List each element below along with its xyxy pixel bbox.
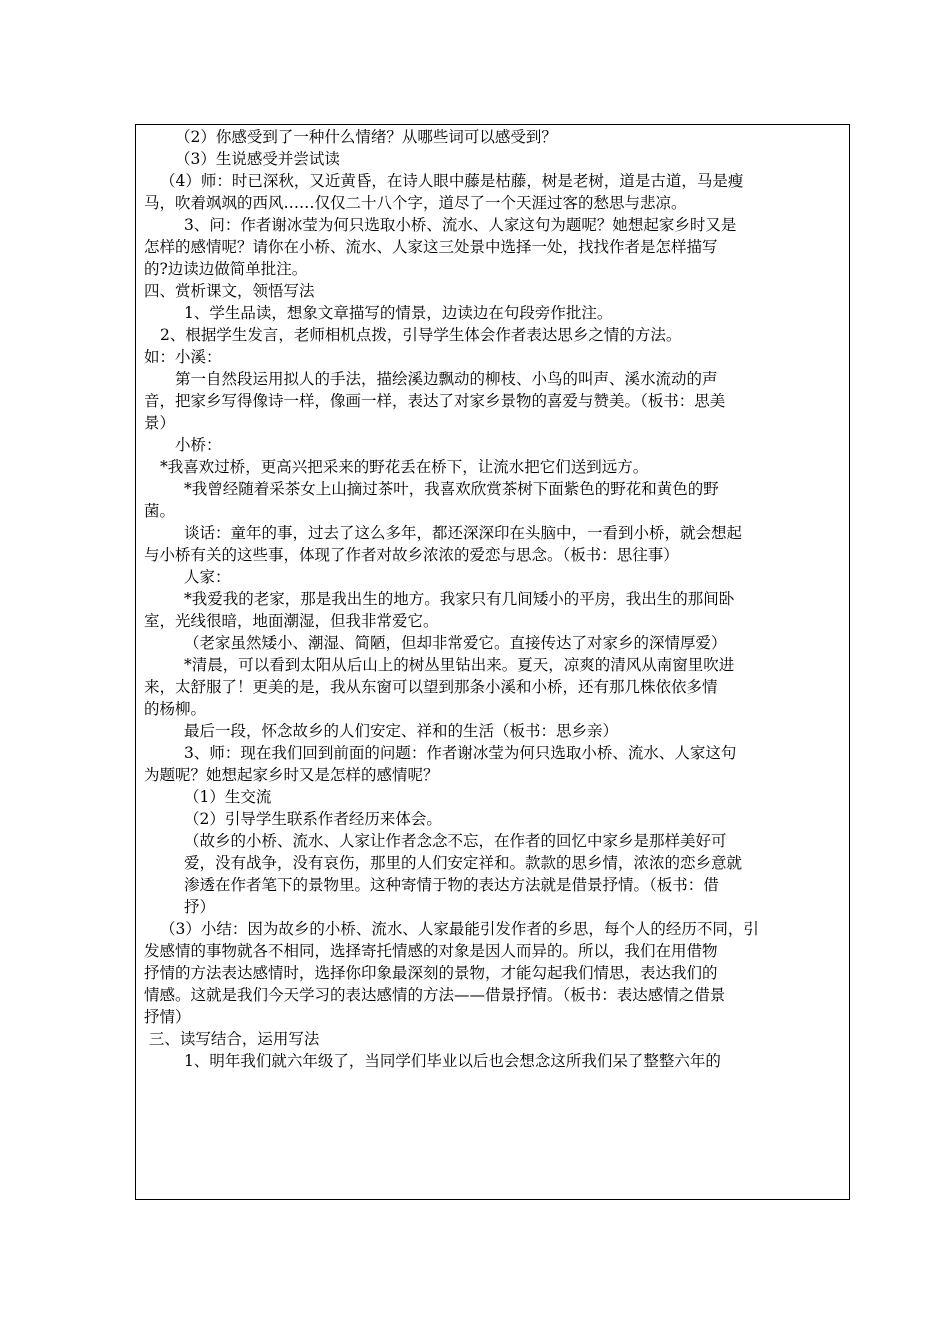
text-line: *我爱我的老家，那是我出生的地方。我家只有几间矮小的平房，我出生的那间卧 xyxy=(184,590,735,608)
text-line: 的?边读边做简单批注。 xyxy=(144,260,308,278)
text-line: *清晨，可以看到太阳从后山上的树丛里钻出来。夏天，凉爽的清风从南窗里吹进 xyxy=(184,656,735,674)
text-line: 三、读写结合，运用写法 xyxy=(144,1030,320,1048)
text-line: 谈话：童年的事，过去了这么多年，都还深深印在头脑中，一看到小桥，就会想起 xyxy=(184,524,743,542)
text-line: 3、师：现在我们回到前面的问题：作者谢冰莹为何只选取小桥、流水、人家这句 xyxy=(184,744,737,762)
text-line: 抒） xyxy=(184,898,216,916)
text-line: 情感。这就是我们今天学习的表达感情的方法——借景抒情。（板书：表达感情之借景 xyxy=(144,986,726,1004)
text-line: 怎样的感情呢？请你在小桥、流水、人家这三处景中选择一处，找找作者是怎样描写 xyxy=(144,238,718,256)
text-line: 爱，没有战争，没有哀伤，那里的人们安定祥和。款款的思乡情，浓浓的恋乡意就 xyxy=(184,854,743,872)
text-line: 渗透在作者笔下的景物里。这种寄情于物的表达方法就是借景抒情。（板书：借 xyxy=(184,876,719,894)
text-line: *我喜欢过桥，更高兴把采来的野花丢在桥下，让流水把它们送到远方。 xyxy=(160,458,649,476)
text-line: （故乡的小桥、流水、人家让作者念念不忘，在作者的回忆中家乡是那样美好可 xyxy=(184,832,727,850)
text-line: 为题呢？她想起家乡时又是怎样的感情呢？ xyxy=(144,766,439,784)
text-line: 小桥： xyxy=(175,436,222,454)
text-line: （4）师：时已深秋，又近黄昏，在诗人眼中藤是枯藤，树是老树，道是古道，马是瘦 xyxy=(160,172,744,190)
text-line: 抒情的方法表达感情时，选择你印象最深刻的景物，才能勾起我们情思，表达我们的 xyxy=(144,964,718,982)
text-line: 菌。 xyxy=(144,502,176,520)
text-line: （2）引导学生联系作者经历来体会。 xyxy=(184,810,442,828)
text-line: 四、赏析课文，领悟写法 xyxy=(144,282,315,300)
text-line: 的杨柳。 xyxy=(144,700,207,718)
text-line: （2）你感受到了一种什么情绪？从哪些词可以感受到？ xyxy=(175,128,557,146)
text-line: （1）生交流 xyxy=(184,788,272,806)
text-line: 1、学生品读，想象文章描写的情景，边读边在句段旁作批注。 xyxy=(184,304,613,322)
text-line: （老家虽然矮小、潮湿、简陋，但却非常爱它。直接传达了对家乡的深情厚爱） xyxy=(184,634,727,652)
text-line: 发感情的事物就各不相同，选择寄托情感的对象是因人而异的。所以，我们在用借物 xyxy=(144,942,718,960)
text-line: 马，吹着飒飒的西风……仅仅二十八个字，道尽了一个天涯过客的愁思与悲凉。 xyxy=(144,194,687,212)
text-line: （3）生说感受并尝试读 xyxy=(175,150,340,168)
text-line: *我曾经随着采茶女上山摘过茶叶，我喜欢欣赏茶树下面紫色的野花和黄色的野 xyxy=(184,480,719,498)
text-line: 最后一段，怀念故乡的人们安定、祥和的生活（板书：思乡亲） xyxy=(184,722,619,740)
lesson-plan-table-cell xyxy=(135,124,850,1200)
text-line: 2、根据学生发言，老师相机点拨，引导学生体会作者表达思乡之情的方法。 xyxy=(160,326,682,344)
text-line: 第一自然段运用拟人的手法，描绘溪边飘动的柳枝、小鸟的叫声、溪水流动的声 xyxy=(175,370,718,388)
text-line: 景） xyxy=(144,414,176,432)
text-line: 室，光线很暗，地面潮湿，但我非常爱它。 xyxy=(144,612,439,630)
text-line: 1、明年我们就六年级了，当同学们毕业以后也会想念这所我们呆了整整六年的 xyxy=(184,1052,721,1070)
text-line: 与小桥有关的这些事，体现了作者对故乡浓浓的爱恋与思念。（板书：思往事） xyxy=(144,546,679,564)
text-line: 音，把家乡写得像诗一样，像画一样，表达了对家乡景物的喜爱与赞美。（板书：思美 xyxy=(144,392,726,410)
text-line: （3）小结：因为故乡的小桥、流水、人家最能引发作者的乡思，每个人的经历不同，引 xyxy=(160,920,759,938)
text-line: 抒情） xyxy=(144,1008,191,1026)
text-line: 来，太舒服了！更美的是，我从东窗可以望到那条小溪和小桥，还有那几株依依多情 xyxy=(144,678,718,696)
text-line: 3、问：作者谢冰莹为何只选取小桥、流水、人家这句为题呢？她想起家乡时又是 xyxy=(184,216,737,234)
text-line: 人家： xyxy=(184,568,231,586)
text-line: 如：小溪： xyxy=(144,348,222,366)
